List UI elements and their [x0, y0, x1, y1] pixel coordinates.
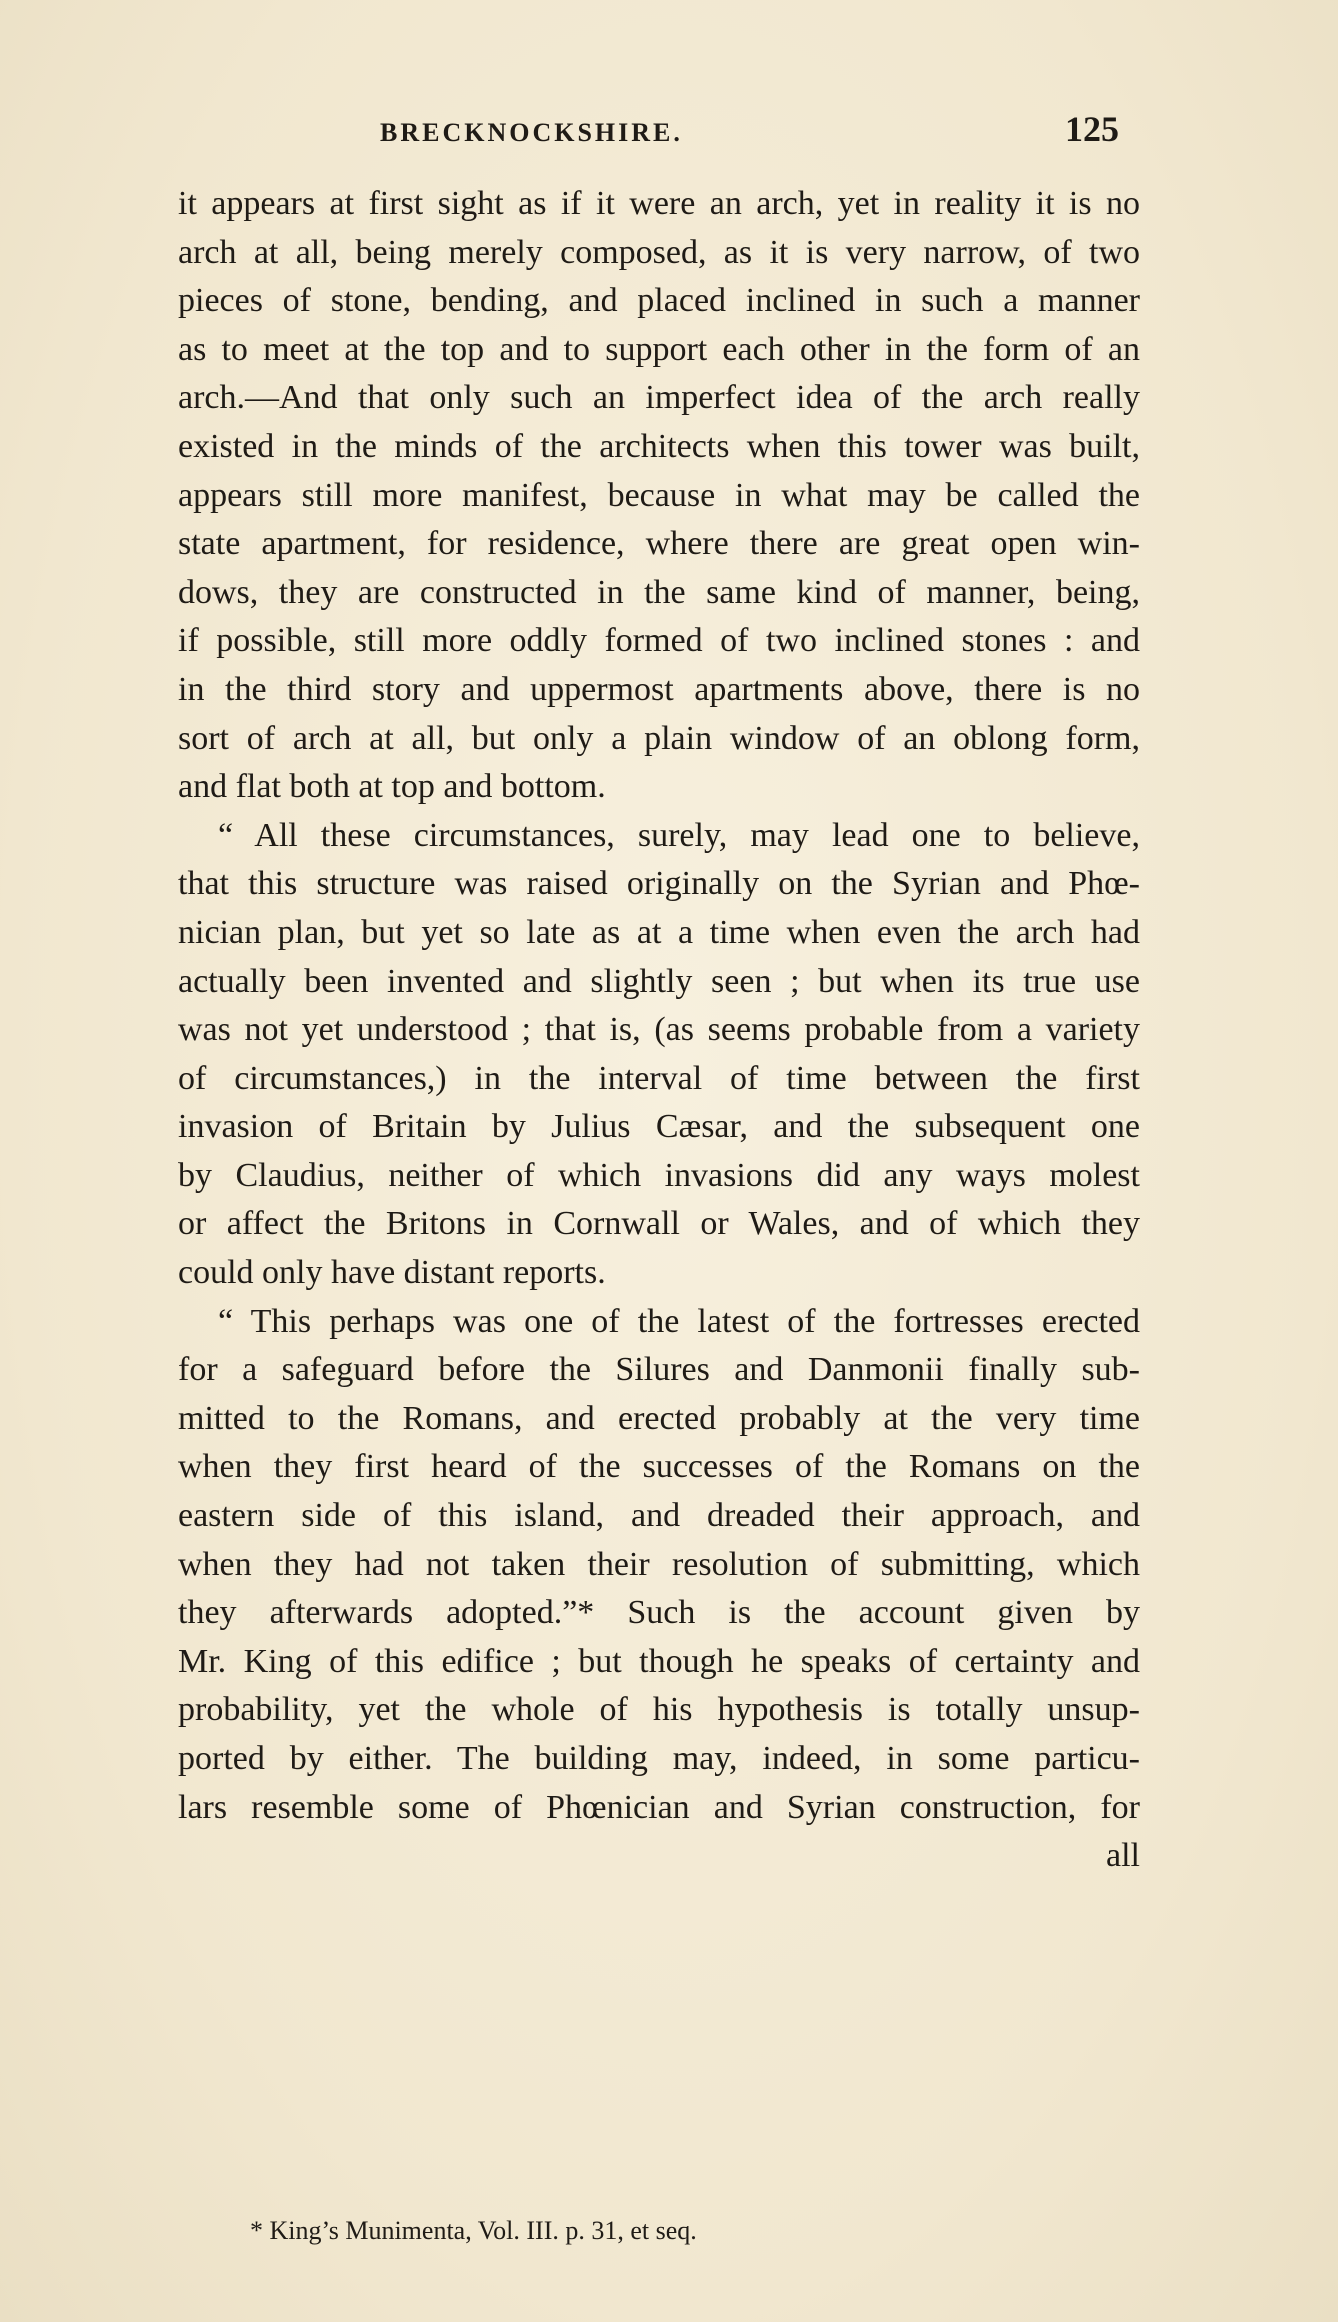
text-line: arch at all, being merely composed, as it is very narrow, of two — [178, 233, 1140, 271]
text-line: in the third story and uppermost apartments above, there is no — [178, 670, 1140, 708]
text-line: of circumstances,) in the interval of time between the first — [178, 1059, 1140, 1097]
text-line: was not yet understood ; that is, (as seems probable from a variety — [178, 1011, 1140, 1049]
text-line: Mr. King of this edifice ; but though he speaks of certainty and — [178, 1642, 1140, 1680]
text-line: “ All these circumstances, surely, may lead one to believe, — [218, 816, 1140, 854]
text-line: nician plan, but yet so late as at a time when even the arch had — [178, 913, 1140, 951]
text-line: when they first heard of the successes of the Romans on the — [178, 1448, 1140, 1486]
body-text — [178, 180, 1140, 1881]
text-line: and flat both at top and bottom. — [178, 768, 606, 806]
text-line: that this structure was raised originally on the Syrian and Phœ- — [178, 865, 1140, 903]
text-line: sort of arch at all, but only a plain window of an oblong form, — [178, 719, 1140, 757]
text-line: “ This perhaps was one of the latest of the fortresses erected — [218, 1302, 1140, 1340]
page-number: 125 — [1065, 109, 1119, 149]
text-line: eastern side of this island, and dreaded their approach, and — [178, 1497, 1140, 1535]
text-line: it appears at first sight as if it were an arch, yet in reality it is no — [178, 185, 1140, 222]
text-line: when they had not taken their resolution of submitting, which — [178, 1545, 1140, 1583]
footnote: * King’s Munimenta, Vol. III. p. 31, et seq. — [250, 2216, 697, 2245]
text-line: actually been invented and slightly seen ; but when its true use — [178, 962, 1140, 1000]
text-line: arch.—And that only such an imperfect idea of the arch really — [178, 379, 1140, 417]
text-line: dows, they are constructed in the same kind of manner, being, — [178, 573, 1140, 611]
text-line: for a safeguard before the Silures and Danmonii finally sub- — [178, 1351, 1140, 1389]
text-line: mitted to the Romans, and erected probably at the very time — [178, 1399, 1140, 1437]
text-line: if possible, still more oddly formed of two inclined stones : and — [178, 622, 1140, 660]
text-line: invasion of Britain by Julius Cæsar, and the subsequent one — [178, 1108, 1140, 1146]
text-line: probability, yet the whole of his hypothesis is totally unsup- — [178, 1691, 1140, 1729]
text-line: or affect the Britons in Cornwall or Wales, and of which they — [178, 1205, 1140, 1243]
catchword: all — [1106, 1837, 1140, 1875]
text-line: state apartment, for residence, where there are great open win- — [178, 525, 1140, 563]
text-line: appears still more manifest, because in what may be called the — [178, 476, 1140, 514]
text-line: by Claudius, neither of which invasions did any ways molest — [178, 1156, 1140, 1194]
text-line: existed in the minds of the architects when this tower was built, — [178, 427, 1140, 465]
text-line: could only have distant reports. — [178, 1254, 606, 1292]
text-line: pieces of stone, bending, and placed inclined in such a manner — [178, 282, 1140, 320]
running-header: BRECKNOCKSHIRE. — [380, 118, 683, 147]
text-line: as to meet at the top and to support each other in the form of an — [178, 330, 1140, 368]
text-line: ported by either. The building may, indeed, in some particu- — [178, 1740, 1140, 1777]
text-line: they afterwards adopted.”* Such is the account given by — [178, 1594, 1140, 1632]
text-line: lars resemble some of Phœnician and Syrian construction, for — [178, 1788, 1140, 1826]
